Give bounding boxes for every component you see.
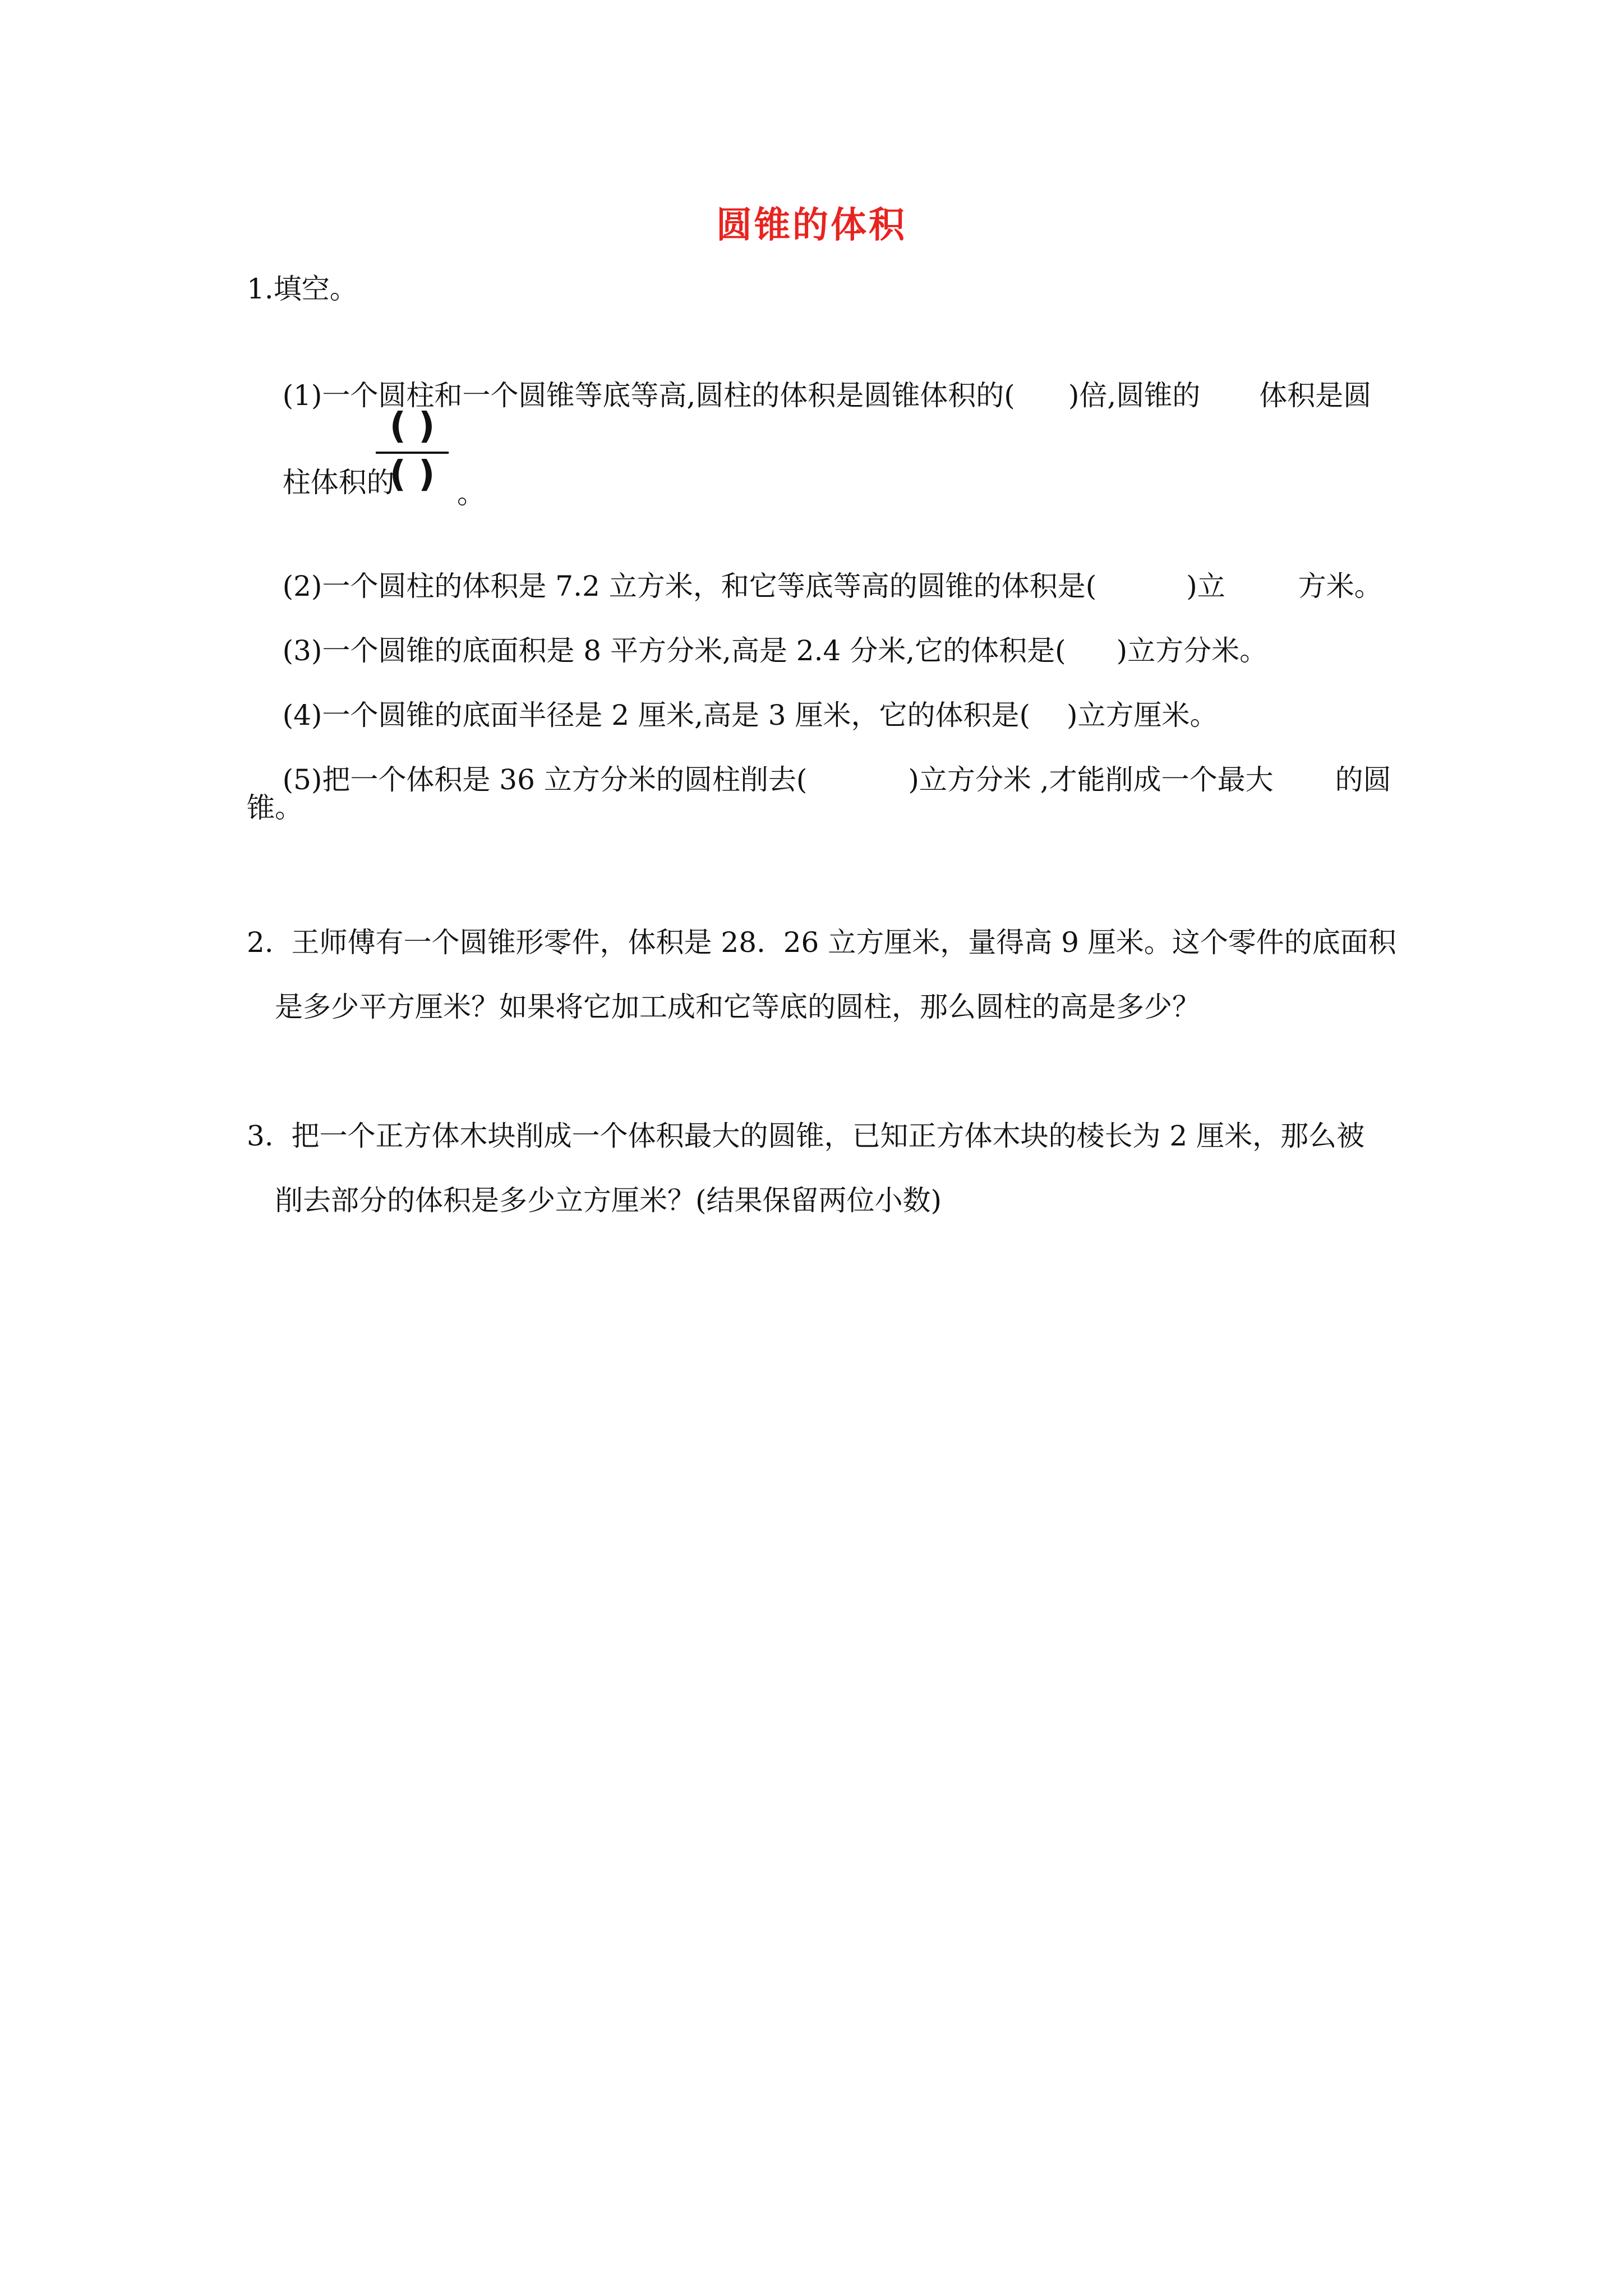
section2-line2: 是多少平方厘米？如果将它加工成和它等底的圆柱，那么圆柱的高是多少？ — [275, 991, 1200, 1023]
q1-text-d: 柱体积的 — [282, 466, 395, 499]
q1-text-c: 体积是圆 — [1259, 379, 1372, 412]
q4-text-b: )立方厘米。 — [1067, 699, 1218, 731]
q5-line1 — [247, 729, 1391, 830]
page-title: 圆锥的体积 — [716, 205, 907, 246]
q5-text-a: (5)把一个体积是 36 立方分米的圆柱削去( — [282, 763, 808, 796]
q1-text-a: (1)一个圆柱和一个圆锥等底等高,圆柱的体积是圆锥体积的( — [282, 379, 1015, 412]
q5-text-c: 的圆 — [1335, 763, 1391, 796]
section3-line2: 削去部分的体积是多少立方厘米？(结果保留两位小数) — [275, 1184, 942, 1217]
section3-line1: 3. 把一个正方体木块削成一个体积最大的圆锥，已知正方体木块的棱长为 2 厘米，那么被 — [247, 1120, 1365, 1152]
q3-text-a: (3)一个圆锥的底面积是 8 平方分米,高是 2.4 分米,它的体积是( — [282, 634, 1066, 667]
section2-line1: 2. 王师傅有一个圆锥形零件，体积是 28. 26 立方厘米，量得高 9 厘米。这个零件的底面积 — [247, 926, 1396, 959]
q1-line2 — [247, 432, 395, 533]
fraction-denominator: ( ) — [389, 454, 435, 495]
q2-text-b: )立 — [1186, 570, 1225, 602]
q5-text-b: )立方分米 ,才能削成一个最大 — [908, 763, 1274, 796]
q1-fraction-blank — [376, 407, 449, 496]
q3-text-b: )立方分米。 — [1116, 634, 1268, 667]
q4-text-a: (4)一个圆锥的底面半径是 2 厘米,高是 3 厘米，它的体积是( — [282, 699, 1030, 731]
q1-text-b: )倍,圆锥的 — [1068, 379, 1201, 412]
fraction-numerator: ( ) — [389, 406, 435, 447]
q2-text-a: (2)一个圆柱的体积是 7.2 立方米，和它等底等高的圆锥的体积是( — [282, 570, 1097, 602]
q5-line2: 锥。 — [247, 792, 303, 824]
q1-period: 。 — [457, 477, 485, 510]
section1-heading: 1.填空。 — [247, 273, 358, 305]
q2-text-c: 方米。 — [1298, 570, 1382, 602]
